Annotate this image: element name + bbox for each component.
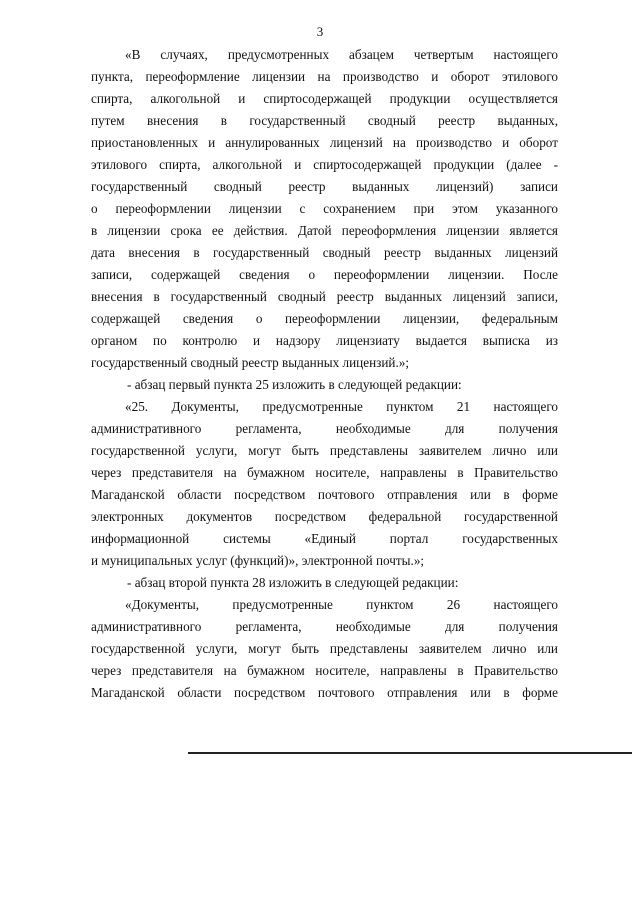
text-line: административного регламента, необходимые для получения [91, 421, 558, 436]
text-line: органом по контролю и надзору лицензиату выдается выписка из [91, 333, 558, 348]
text-line: содержащей сведения о переоформлении лицензии, федеральным [91, 311, 558, 326]
text-line: «Документы, предусмотренные пунктом 26 настоящего [125, 597, 558, 612]
text-line: путем внесения в государственный сводный реестр выданных, [91, 113, 558, 128]
text-line: через представителя на бумажном носителе, направлены в Правительство [91, 663, 558, 678]
text-line: «В случаях, предусмотренных абзацем четвертым настоящего [125, 47, 558, 62]
text-line: этилового спирта, алкогольной и спиртосодержащей продукции (далее - [91, 157, 558, 172]
text-line: административного регламента, необходимые для получения [91, 619, 558, 634]
text-line: записи, содержащей сведения о переоформлении лицензии. После [91, 267, 558, 282]
text-line: электронных документов посредством федеральной государственной [91, 509, 558, 524]
text-line: о переоформлении лицензии с сохранением при этом указанного [91, 201, 558, 216]
text-line: Магаданской области посредством почтового отправления или в форме [91, 685, 558, 700]
paragraph-item-28 [91, 594, 558, 704]
text-line: приостановленных и аннулированных лицензий на производство и оборот [91, 135, 558, 150]
instruction-text: - абзац второй пункта 28 изложить в следующей редакции: [127, 575, 459, 590]
text-line: государственный сводный реестр выданных лицензий) записи [91, 179, 558, 194]
text-line: Магаданской области посредством почтового отправления или в форме [91, 487, 558, 502]
text-line: государственной услуги, могут быть представлены заявителем лично или [91, 443, 558, 458]
paragraph-item-25 [91, 396, 558, 572]
text-line: внесения в государственный сводный реестр выданных лицензий записи, [91, 289, 558, 304]
text-line: спирта, алкогольной и спиртосодержащей продукции осуществляется [91, 91, 558, 106]
horizontal-rule [188, 752, 632, 754]
instruction-text: - абзац первый пункта 25 изложить в следующей редакции: [127, 377, 462, 392]
text-line: в лицензии срока ее действия. Датой переоформления лицензии является [91, 223, 558, 238]
text-line: дата внесения в государственный сводный реестр выданных лицензий [91, 245, 558, 260]
text-line: «25. Документы, предусмотренные пунктом 21 настоящего [125, 399, 558, 414]
text-line: информационной системы «Единый портал государственных [91, 531, 558, 546]
text-line: пункта, переоформление лицензии на производство и оборот этилового [91, 69, 558, 84]
paragraph-amendment-license [91, 44, 558, 374]
text-line: государственной услуги, могут быть представлены заявителем лично или [91, 641, 558, 656]
text-line: и муниципальных услуг (функций)», электронной почты.»; [91, 553, 425, 568]
page-number: 3 [316, 24, 324, 39]
text-line: государственный сводный реестр выданных лицензий.»; [91, 355, 410, 370]
text-line: через представителя на бумажном носителе, направлены в Правительство [91, 465, 558, 480]
